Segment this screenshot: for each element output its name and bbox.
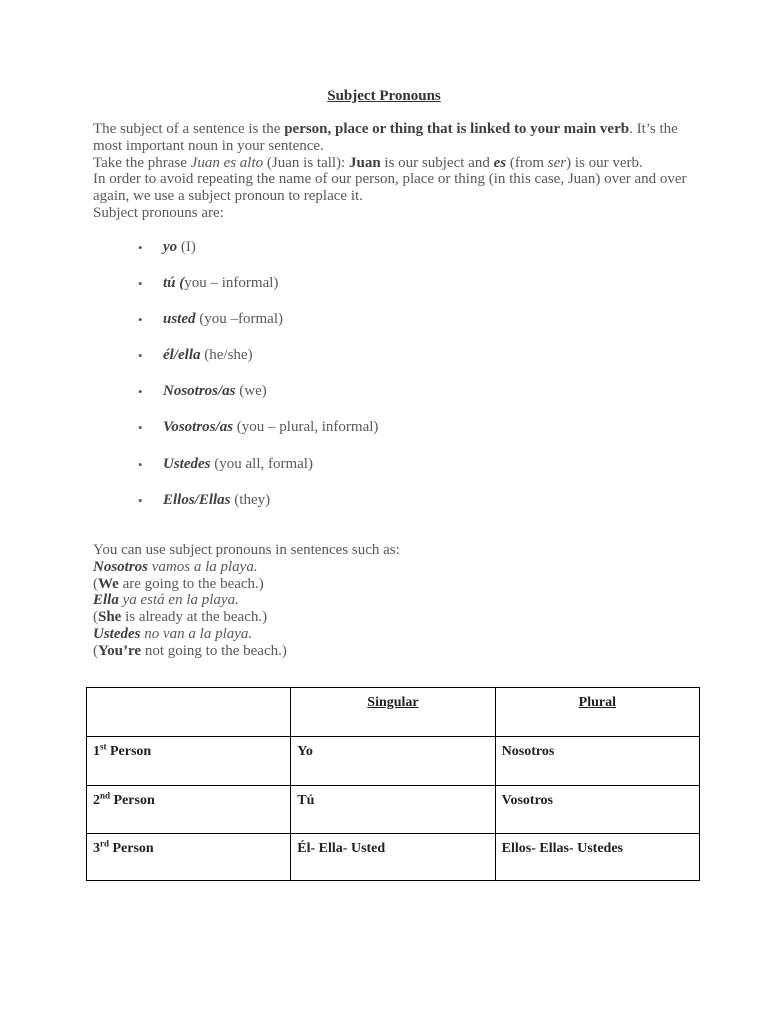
text-run: . It’s the most important noun in your sentence. [93, 121, 678, 154]
example-subject: You’re [98, 642, 142, 659]
example-english [93, 609, 693, 626]
pronoun-term: usted [163, 311, 196, 328]
pronoun-term: tú ( [163, 275, 185, 292]
ordinal-suffix: rd [100, 838, 109, 849]
example-subject: She [98, 609, 122, 626]
examples-paragraph [93, 542, 693, 660]
examples-lead: You can use subject pronouns in sentences such as: [93, 542, 400, 558]
example-spanish [93, 592, 693, 609]
person-number: 1 [93, 744, 100, 759]
emphasis-text: person, place or thing that is linked to your main verb [284, 121, 630, 137]
singular-cell: Yo [291, 737, 495, 786]
emphasis-text: Juan [348, 154, 381, 171]
list-item [93, 347, 593, 383]
pronoun-gloss: (you –formal) [195, 311, 283, 328]
text-run: Take the phrase [93, 154, 191, 171]
list-item [93, 456, 593, 492]
text-run: (from [506, 154, 548, 171]
intro-line-purpose: In order to avoid repeating the name of our person, place or thing (in this case, Juan) over and over again, we use a subject pronoun to replace it. [93, 171, 687, 205]
text-run: ) is our verb. [566, 154, 643, 171]
pronoun-gloss: (you all, formal) [210, 455, 313, 472]
emphasis-text: es [493, 154, 507, 171]
table-row [87, 786, 700, 834]
example-subject: Nosotros [93, 558, 149, 575]
text-run: is already at the beach.) [121, 609, 268, 626]
list-item [93, 383, 593, 419]
table-header-plural: Plural [495, 688, 699, 737]
example-spanish [93, 626, 693, 643]
text-run: no van a la playa. [140, 625, 253, 642]
singular-cell: Tú [291, 786, 495, 834]
table-header-row [87, 688, 700, 737]
person-cell [87, 834, 291, 881]
pronoun-gloss: (we) [235, 383, 267, 400]
text-run: not going to the beach.) [141, 642, 287, 659]
list-item [93, 239, 593, 275]
pronoun-list [93, 239, 593, 528]
pronoun-gloss: (I) [177, 239, 196, 255]
pronoun-gloss: (you – plural, informal) [233, 419, 379, 436]
list-item [93, 311, 593, 347]
text-run: vamos a la playa. [148, 558, 258, 575]
table-header-cell [87, 688, 291, 737]
text-run: The subject of a sentence is the [93, 121, 285, 137]
plural-cell: Vosotros [495, 786, 699, 834]
example-english [93, 643, 693, 660]
example-spanish [93, 559, 693, 576]
text-run: ya está en la playa. [118, 592, 239, 609]
person-cell [87, 737, 291, 786]
text-run: is our subject and [380, 154, 494, 171]
table-row [87, 737, 700, 786]
intro-line-list-lead: Subject pronouns are: [93, 204, 224, 221]
text-run: are going to the beach.) [118, 575, 264, 592]
table-header-singular: Singular [291, 688, 495, 737]
example-subject: Ustedes [93, 625, 141, 642]
pronoun-term: Nosotros/as [163, 383, 236, 400]
intro-line-subject [93, 121, 693, 155]
pronoun-term: yo [163, 239, 178, 255]
table-row [87, 834, 700, 881]
person-label: Person [106, 744, 152, 759]
pronoun-gloss: you – informal) [184, 275, 279, 292]
person-cell [87, 786, 291, 834]
intro-paragraph [93, 121, 693, 222]
pronoun-term: Ustedes [163, 455, 211, 472]
list-item [93, 275, 593, 311]
text-run: (Juan is tall): [263, 154, 349, 171]
pronoun-gloss: (they) [230, 491, 271, 508]
singular-cell: Él- Ella- Usted [291, 834, 495, 881]
page-title: Subject Pronouns [327, 88, 441, 104]
example-phrase: ser [547, 154, 567, 171]
person-number: 3 [93, 841, 100, 856]
pronoun-term: él/ella [163, 347, 201, 364]
person-label: Person [109, 841, 154, 856]
example-english [93, 576, 693, 593]
plural-cell: Nosotros [495, 737, 699, 786]
list-item [93, 419, 593, 455]
list-item [93, 492, 593, 528]
text-run: ( [93, 575, 98, 592]
ordinal-suffix: nd [100, 790, 111, 801]
person-label: Person [110, 793, 155, 808]
ordinal-suffix: st [100, 741, 107, 752]
text-run: ( [93, 609, 98, 626]
intro-line-example [93, 155, 693, 172]
example-phrase: Juan es alto [190, 154, 264, 171]
pronoun-term: Ellos/Ellas [163, 491, 231, 508]
example-subject: We [98, 575, 119, 592]
pronoun-term: Vosotros/as [163, 419, 234, 436]
pronoun-gloss: (he/she) [200, 347, 253, 364]
plural-cell: Ellos- Ellas- Ustedes [495, 834, 699, 881]
example-subject: Ella [93, 592, 119, 609]
person-number: 2 [93, 793, 100, 808]
pronoun-table [86, 687, 700, 881]
text-run: ( [93, 642, 98, 659]
